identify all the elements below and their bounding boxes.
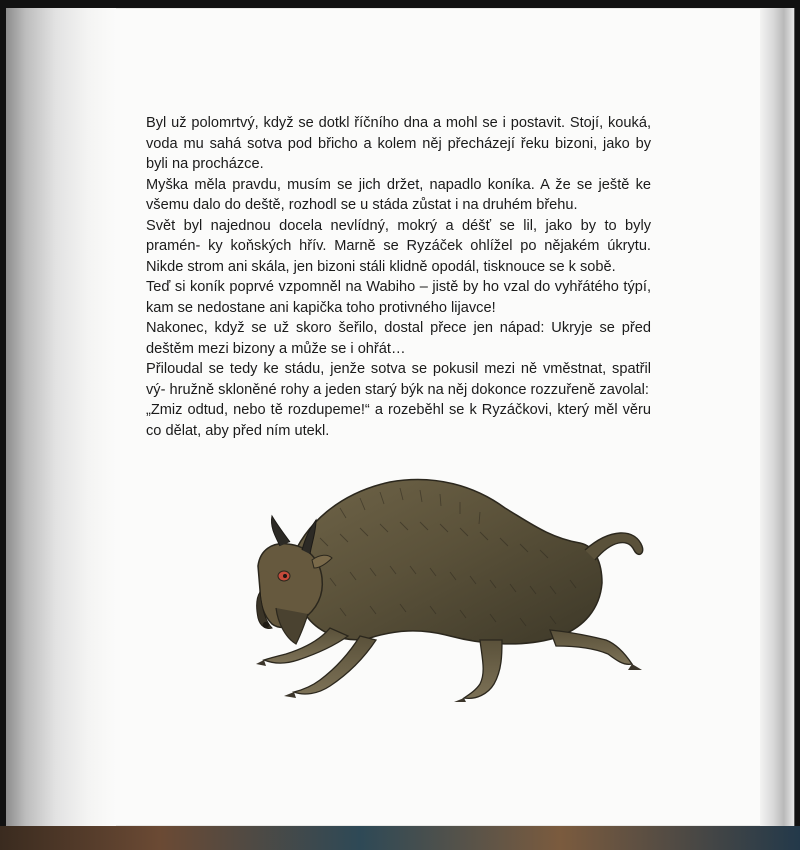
paragraph-3: Svět byl najednou docela nevlídný, mokrý a déšť se lil, jako by to byly pramén- ky koňských hřív. Marně se Ryzáček ohlížel po nějakém úkrytu. Nikde strom ani skála, jen bizoni stáli klidně opodál, tisknouce se k sobě.	[146, 217, 651, 275]
paragraph-2: Myška měla pravdu, musím se jich držet, napadlo koníka. A že se ještě ke všemu dalo do deště, rozhodl se u stáda zůstat i na druhém břehu.	[146, 176, 651, 213]
story-text	[146, 113, 651, 441]
paragraph-6: Přiloudal se tedy ke stádu, jenže sotva se pokusil mezi ně vměstnat, spatřil vý- hružně skloněné rohy a jeden starý býk na něj dokonce rozzuřeně zavolal:	[146, 361, 651, 398]
paragraph-4: Teď si koník poprvé vzpomněl na Wabiho – jistě by ho vzal do vyhřátého týpí, kam se nedostane ani kapička toho protivného lijavce!	[146, 279, 651, 316]
page-edge	[760, 8, 795, 826]
page-gutter-shadow	[6, 8, 116, 826]
paragraph-7: „Zmiz odtud, nebo tě rozdupeme!“ a rozeběhl se k Ryzáčkovi, který měl věru co dělat, aby před ním utekl.	[146, 402, 651, 439]
book-cover-edge	[0, 826, 800, 850]
paragraph-5: Nakonec, když se už skoro šeřilo, dostal přece jen nápad: Ukryje se před deštěm mezi bizony a může se i ohřát…	[146, 320, 651, 357]
charging-bison-illustration	[250, 468, 650, 703]
paragraph-1: Byl už polomrtvý, když se dotkl říčního dna a mohl se i postavit. Stojí, kouká, voda mu sahá sotva pod břicho a kolem něj přecházejí řeku bizoni, jako by byli na procházce.	[146, 115, 651, 172]
